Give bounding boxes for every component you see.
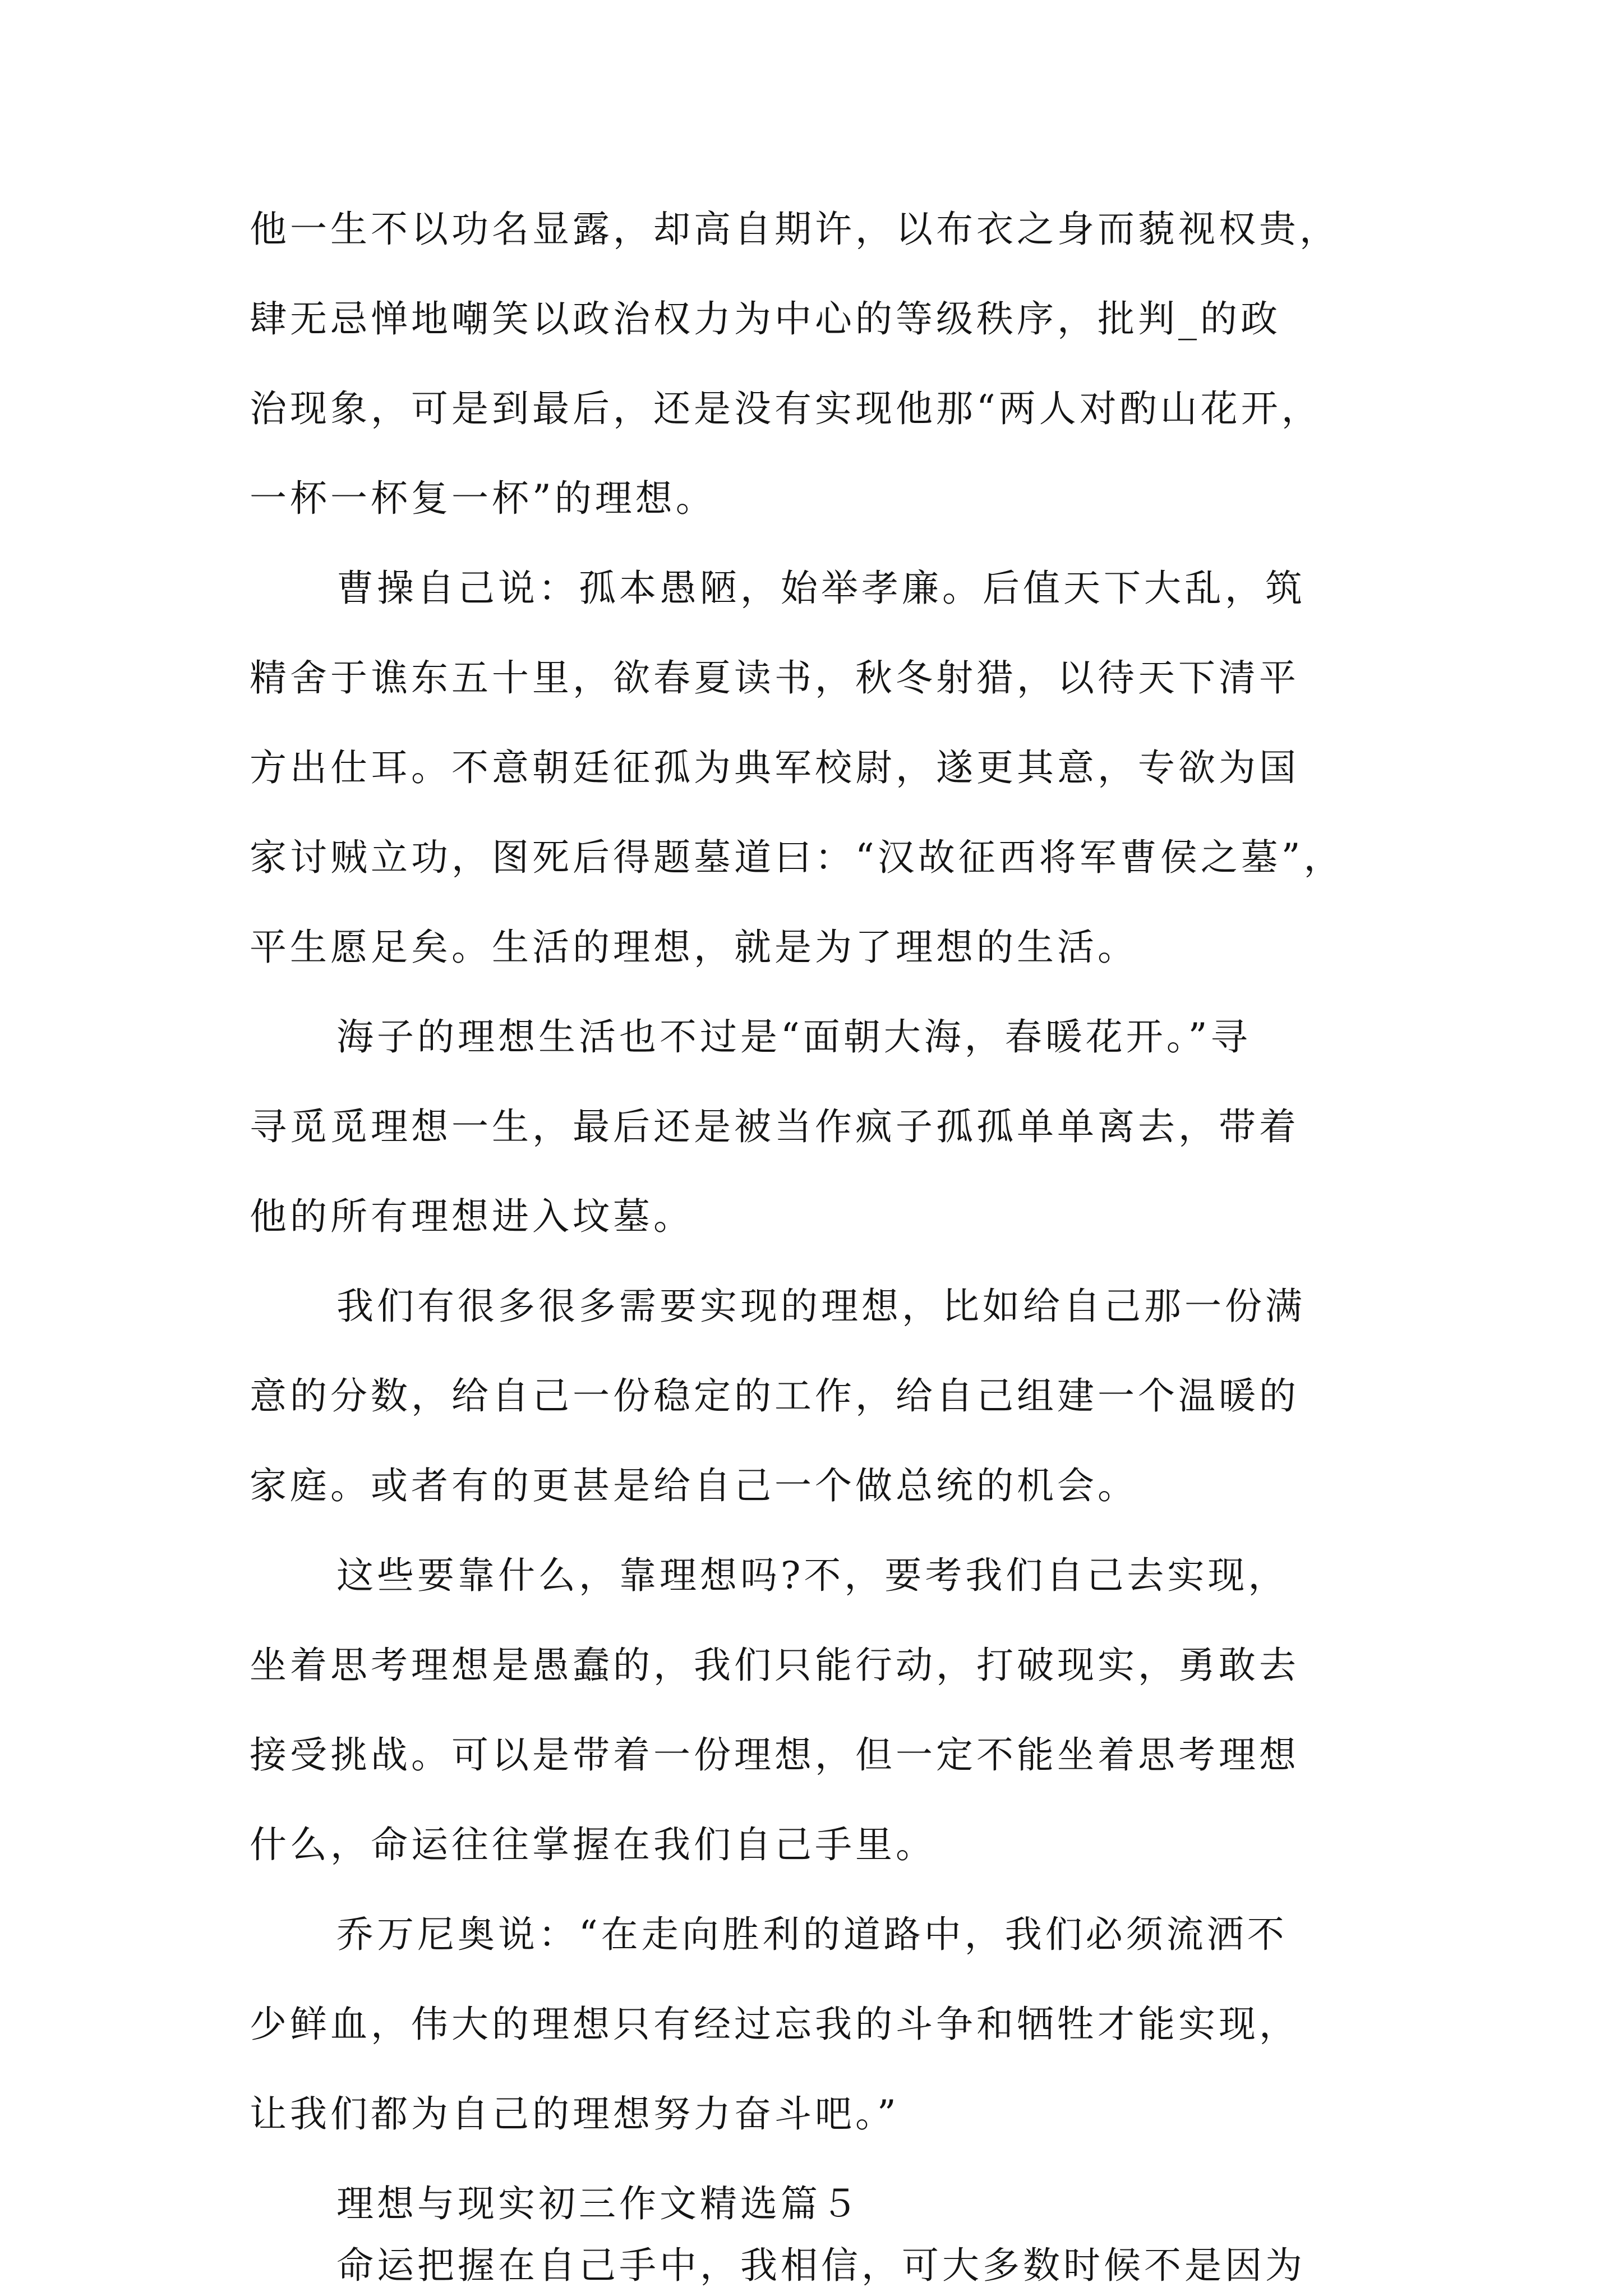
text-line: 什么，命运往往掌握在我们自己手里。 <box>250 1823 936 1866</box>
paragraph-start-line: 曹操自己说：孤本愚陋，始举孝廉。后值天下大乱，筑 <box>336 567 1306 610</box>
paragraph-start-line: 命运把握在自己手中，我相信，可大多数时候不是因为 <box>336 2244 1306 2287</box>
text-line: 坐着思考理想是愚蠢的，我们只能行动，打破现实，勇敢去 <box>250 1644 1299 1687</box>
text-line: 治现象，可是到最后，还是没有实现他那“两人对酌山花开， <box>250 387 1322 430</box>
paragraph-start-line: 这些要靠什么，靠理想吗?不，要考我们自己去实现， <box>336 1554 1289 1597</box>
text-line: 他一生不以功名显露，却高自期许，以布衣之身而藐视权贵， <box>250 208 1340 251</box>
paragraph-start-line: 海子的理想生活也不过是“面朝大海，春暖花开。”寻 <box>336 1015 1251 1059</box>
text-line: 肆无忌惮地嘲笑以政治权力为中心的等级秩序，批判_的政 <box>250 297 1281 341</box>
paragraph-start-line: 乔万尼奥说：“在走向胜利的道路中，我们必须流洒不 <box>336 1913 1288 1956</box>
text-line: 一杯一杯复一杯”的理想。 <box>250 477 716 520</box>
text-line: 平生愿足矣。生活的理想，就是为了理想的生活。 <box>250 926 1138 969</box>
text-line: 让我们都为自己的理想努力奋斗吧。” <box>250 2092 900 2136</box>
text-line: 接受挑战。可以是带着一份理想，但一定不能坐着思考理想 <box>250 1733 1299 1777</box>
text-line: 精舍于谯东五十里，欲春夏读书，秋冬射猎，以待天下清平 <box>250 656 1299 700</box>
text-line: 少鲜血，伟大的理想只有经过忘我的斗争和牺牲才能实现， <box>250 2003 1299 2046</box>
text-line: 寻觅觅理想一生，最后还是被当作疯子孤孤单单离去，带着 <box>250 1105 1299 1148</box>
section-heading: 理想与现实初三作文精选篇５ <box>336 2182 861 2225</box>
text-line: 意的分数，给自己一份稳定的工作，给自己组建一个温暖的 <box>250 1374 1299 1418</box>
text-line: 家讨贼立功，图死后得题墓道曰：“汉故征西将军曹侯之墓”， <box>250 836 1344 879</box>
paragraph-start-line: 我们有很多很多需要实现的理想，比如给自己那一份满 <box>336 1285 1306 1328</box>
text-line: 他的所有理想进入坟墓。 <box>250 1195 694 1238</box>
text-line: 家庭。或者有的更甚是给自己一个做总统的机会。 <box>250 1464 1138 1507</box>
text-line: 方出仕耳。不意朝廷征孤为典军校尉，遂更其意，专欲为国 <box>250 746 1299 789</box>
